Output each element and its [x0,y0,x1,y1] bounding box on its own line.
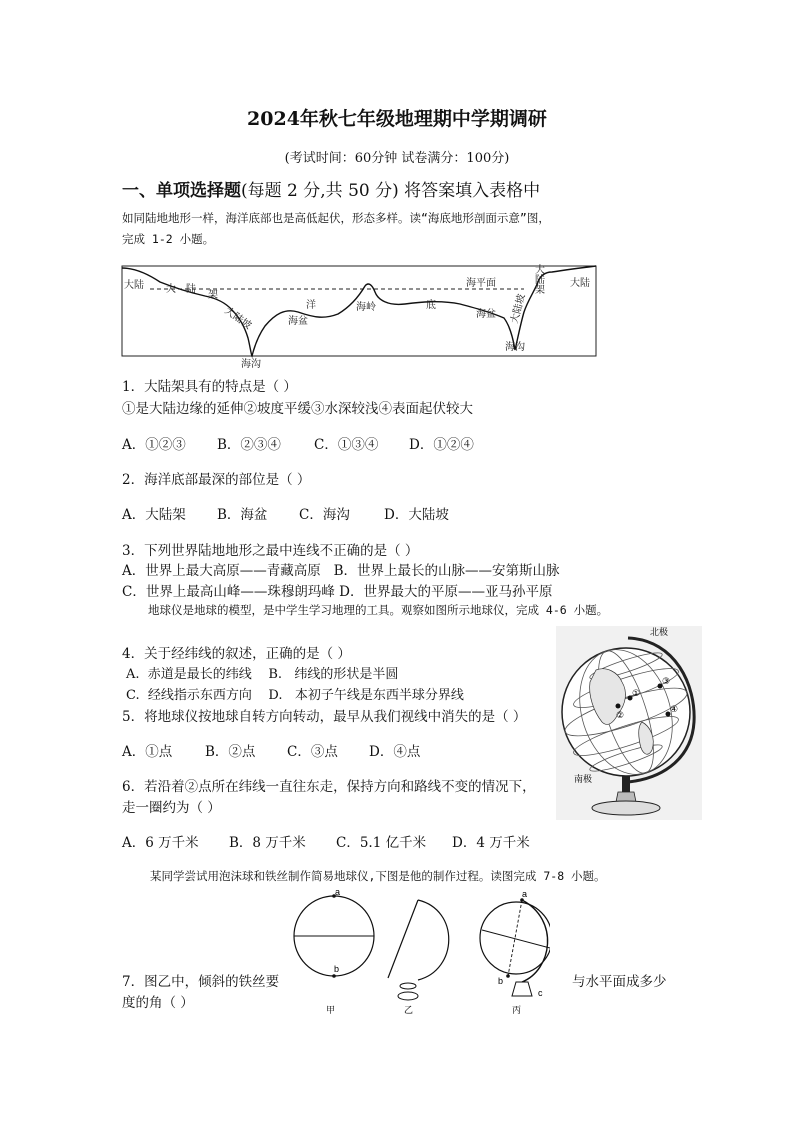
q1-option-d[interactable]: D．①②④ [409,437,474,453]
q1-option-c[interactable]: C．①③④ [314,437,379,453]
intro-globe: 地球仪是地球的模型，是中学生学习地理的工具。观察如图所示地球仪，完成 4-6 小题。 [148,603,609,617]
ocean-floor-profile-diagram [120,256,598,370]
q6-option-d[interactable]: D．4 万千米 [452,835,530,851]
q1-options [122,433,474,453]
ocean-char-label: 洋 [306,300,316,311]
globe-stand-neck [622,776,630,792]
q5-option-d[interactable]: D．④点 [369,744,421,760]
q6-option-c[interactable]: C．5.1 亿千米 [336,835,427,851]
continent-right-label: 大陆 [570,278,590,289]
caption-jia: 甲 [326,1005,336,1015]
q2-option-d[interactable]: D．大陆坡 [384,507,449,523]
q6-option-a[interactable]: A．6 万千米 [122,835,199,851]
stand-bing [512,982,532,996]
label-a-bing: a [522,890,528,899]
q4-stem: 4．关于经纬线的叙述，正确的是（ ） [122,646,351,662]
slope-right-label: 大陆坡 [509,292,528,325]
section-title: 一、单项选择题 [122,181,241,201]
globe-figure [556,626,702,820]
point-2-dot [616,704,621,709]
q5-option-c[interactable]: C．③点 [287,744,338,760]
continent-left-label: 大陆 [124,280,144,291]
basin-right-label: 海盆 [476,309,496,320]
equator-bing [482,930,550,948]
bottom-char-label: 底 [426,300,436,311]
tilted-wire-yi [388,900,418,978]
q2-option-c[interactable]: C．海沟 [299,507,350,523]
q7-stem-a: 7．图乙中，倾斜的铁丝要 [122,974,280,990]
q1-stem: 1．大陆架具有的特点是（ ） [122,379,297,395]
section-heading [122,176,540,201]
shelf-left-char-1: 大 [166,284,176,295]
pole-b-bing [506,974,510,978]
south-pole-label: 南极 [574,774,593,784]
q3-options-line-2: C．世界上最高山峰——珠穆朗玛峰 D．世界最大的平原——亚马孙平原 [122,584,553,600]
q6-option-b[interactable]: B．8 万千米 [229,835,306,851]
caption-yi: 乙 [404,1005,414,1015]
trench-right-label: 海沟 [505,342,525,353]
q7-stem-b: 与水平面成多少 [572,974,667,990]
basin-left-label: 海盆 [288,316,308,327]
shelf-left-char-2: 陆 [186,284,196,295]
point-2-label: ② [616,710,625,720]
q5-stem: 5．将地球仪按地球自转方向转动，最早从我们视线中消失的是（ ） [122,709,527,725]
point-3-label: ③ [662,676,671,686]
q1-option-a[interactable]: A．①②③ [122,437,186,453]
point-4-label: ④ [670,704,679,714]
homemade-globe-figure [290,890,550,1018]
q3-stem: 3．下列世界陆地地形之最中连线不正确的是（ ） [122,543,419,559]
semicircle-yi [418,900,449,980]
label-b-jia: b [334,964,340,974]
section-note: (每题 2 分,共 50 分) 将答案填入表格中 [241,181,541,201]
intro-model: 某同学尝试用泡沫球和铁丝制作简易地球仪,下图是他的制作过程。读图完成 7-8 小题。 [150,869,606,883]
q2-option-b[interactable]: B．海盆 [217,507,268,523]
sphere-bing [480,902,550,974]
axis-bing [508,900,522,976]
q3-options-line-1: A．世界上最大高原——青藏高原 B．世界上最长的山脉——安第斯山脉 [122,563,560,579]
trench-left-label: 海沟 [241,359,261,370]
q2-option-a[interactable]: A．大陆架 [122,507,186,523]
q4-options-line-2: C. 经线指示东西方向 D. 本初子午线是东西半球分界线 [126,688,464,703]
q2-stem: 2．海洋底部最深的部位是（ ） [122,472,311,488]
q5-option-a[interactable]: A．①点 [122,744,173,760]
point-1-label: ① [632,688,641,698]
intro-line-2: 完成 1-2 小题。 [122,232,215,246]
globe-stand-base [592,801,660,815]
intro-line-1: 如同陆地地形一样，海洋底部也是高低起伏，形态多样。读“海底地形剖面示意”图， [122,211,550,225]
label-a-jia: a [335,890,341,897]
page-title: 2024年秋七年级地理期中学期调研 [247,108,547,130]
q7-stem-c: 度的角（ ） [122,995,194,1011]
pole-b-jia [332,974,336,978]
q6-stem: 6．若沿着②点所在纬线一直往东走，保持方向和路线不变的情况下， [122,779,536,795]
caption-bing: 丙 [512,1005,522,1015]
q1-detail: ①是大陆边缘的延伸②坡度平缓③水深较浅④表面起伏较大 [122,401,473,417]
q4-options-line-1: A. 赤道是最长的纬线 B. 纬线的形状是半圆 [126,667,399,682]
shelf-right-label: 大陆架 [532,264,544,294]
q6-stem-2: 走一圈约为（ ） [122,800,221,816]
q1-option-b[interactable]: B．②③④ [217,437,281,453]
exam-info: (考试时间：60分钟 试卷满分：100分) [284,151,510,166]
q5-options [122,740,420,760]
stand-yi-top [400,983,416,989]
label-b-bing: b [498,976,504,986]
north-pole-label: 北极 [650,627,669,637]
meridian-bing [522,900,548,982]
q6-options [122,831,530,851]
shelf-left-char-3: 架 [208,290,218,301]
stand-yi-base [398,992,418,1000]
label-c-bing: c [538,988,543,998]
ridge-label: 海岭 [356,302,376,313]
q2-options [122,503,449,523]
q5-option-b[interactable]: B．②点 [205,744,256,760]
slope-left-label: 大陆坡 [222,305,254,332]
sea-level-label: 海平面 [466,278,496,289]
